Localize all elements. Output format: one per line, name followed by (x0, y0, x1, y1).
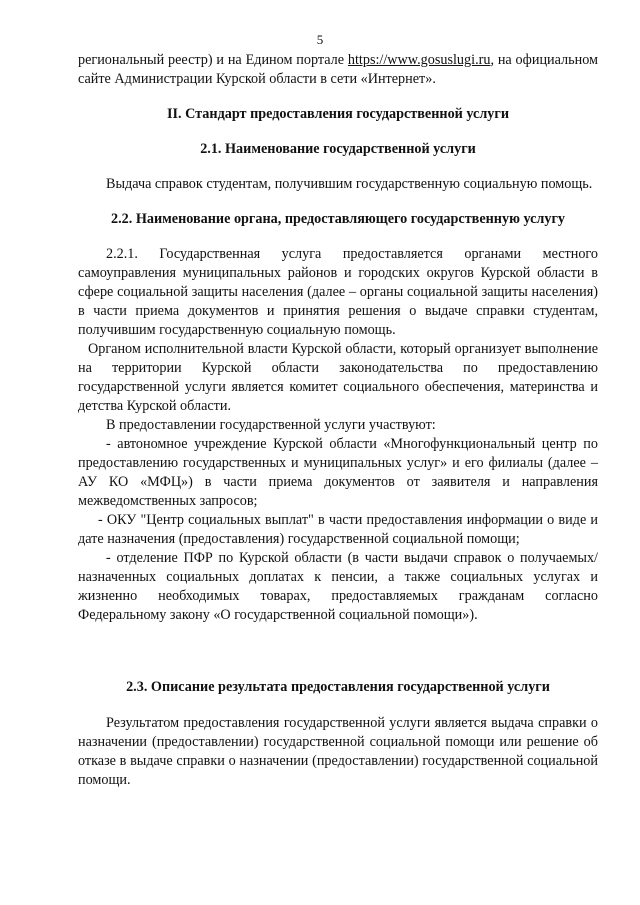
subsection-2-2-title: 2.2. Наименование органа, предоставляющего государственную услугу (110, 211, 566, 227)
subsection-2-1-text: Выдача справок студентам, получившим государственную социальную помощь. (106, 176, 593, 192)
section-title: II. Стандарт предоставления государственной услуги (166, 106, 510, 122)
participant-item-oku: - ОКУ "Центр социальных выплат" в части предоставления информации о виде и дате назначения (предоставления) государственной социальной помощи; (78, 512, 598, 547)
subsection-2-3-title: 2.3. Описание результата предоставления государственной услуги (126, 679, 550, 695)
participant-item-pfr: - отделение ПФР по Курской области (в части выдачи справок о получаемых/назначенных социальных доплатах к пенсии, а также социальных услугах и жизненно необходимых товарах, предоставляемых гражданам согласно Федеральному закону «О государственной социальной помощи»). (78, 550, 598, 623)
page-number: 5 (316, 32, 324, 47)
intro-text-after-link: , на официальном сайте Администрации Курской области в сети «Интернет». (78, 52, 598, 87)
participant-item-mfc: - автономное учреждение Курской области «Многофункциональный центр по предоставлению государственных и муниципальных услуг» и его филиалы (далее – АУ КО «МФЦ») в части приема документов от заявителя и направления межведомственных запросов; (78, 436, 598, 509)
subsection-2-3-text: Результатом предоставления государственной услуги является выдача справки о назначении (предоставлении) государственной социальной помощи или решение об отказе в выдаче справки о назначении (предоставлении) государственной социальной помощи. (78, 715, 598, 788)
paragraph-participants-intro: В предоставлении государственной услуги участвуют: (106, 417, 436, 433)
document-body (78, 51, 598, 790)
intro-text-before-link: региональный реестр) и на Едином портале (78, 52, 348, 68)
paragraph-executive-body: Органом исполнительной власти Курской области, который организует выполнение на территории Курской области законодательства по предоставлению государственной услуги является комитет социального обеспечения, материнства и детства Курской области. (78, 341, 598, 414)
subsection-2-1-title: 2.1. Наименование государственной услуги (200, 141, 476, 157)
gosuslugi-link[interactable]: https://www.gosuslugi.ru (347, 52, 491, 68)
paragraph-2-2-1: 2.2.1. Государственная услуга предоставляется органами местного самоуправления муниципальных районов и городских округов Курской области в сфере социальной защиты населения (далее – органы социальной защиты населения) в части приема документов и принятия решения о выдаче справки студентам, получившим государственную социальную помощь. (78, 246, 598, 338)
intro-paragraph (78, 51, 598, 89)
